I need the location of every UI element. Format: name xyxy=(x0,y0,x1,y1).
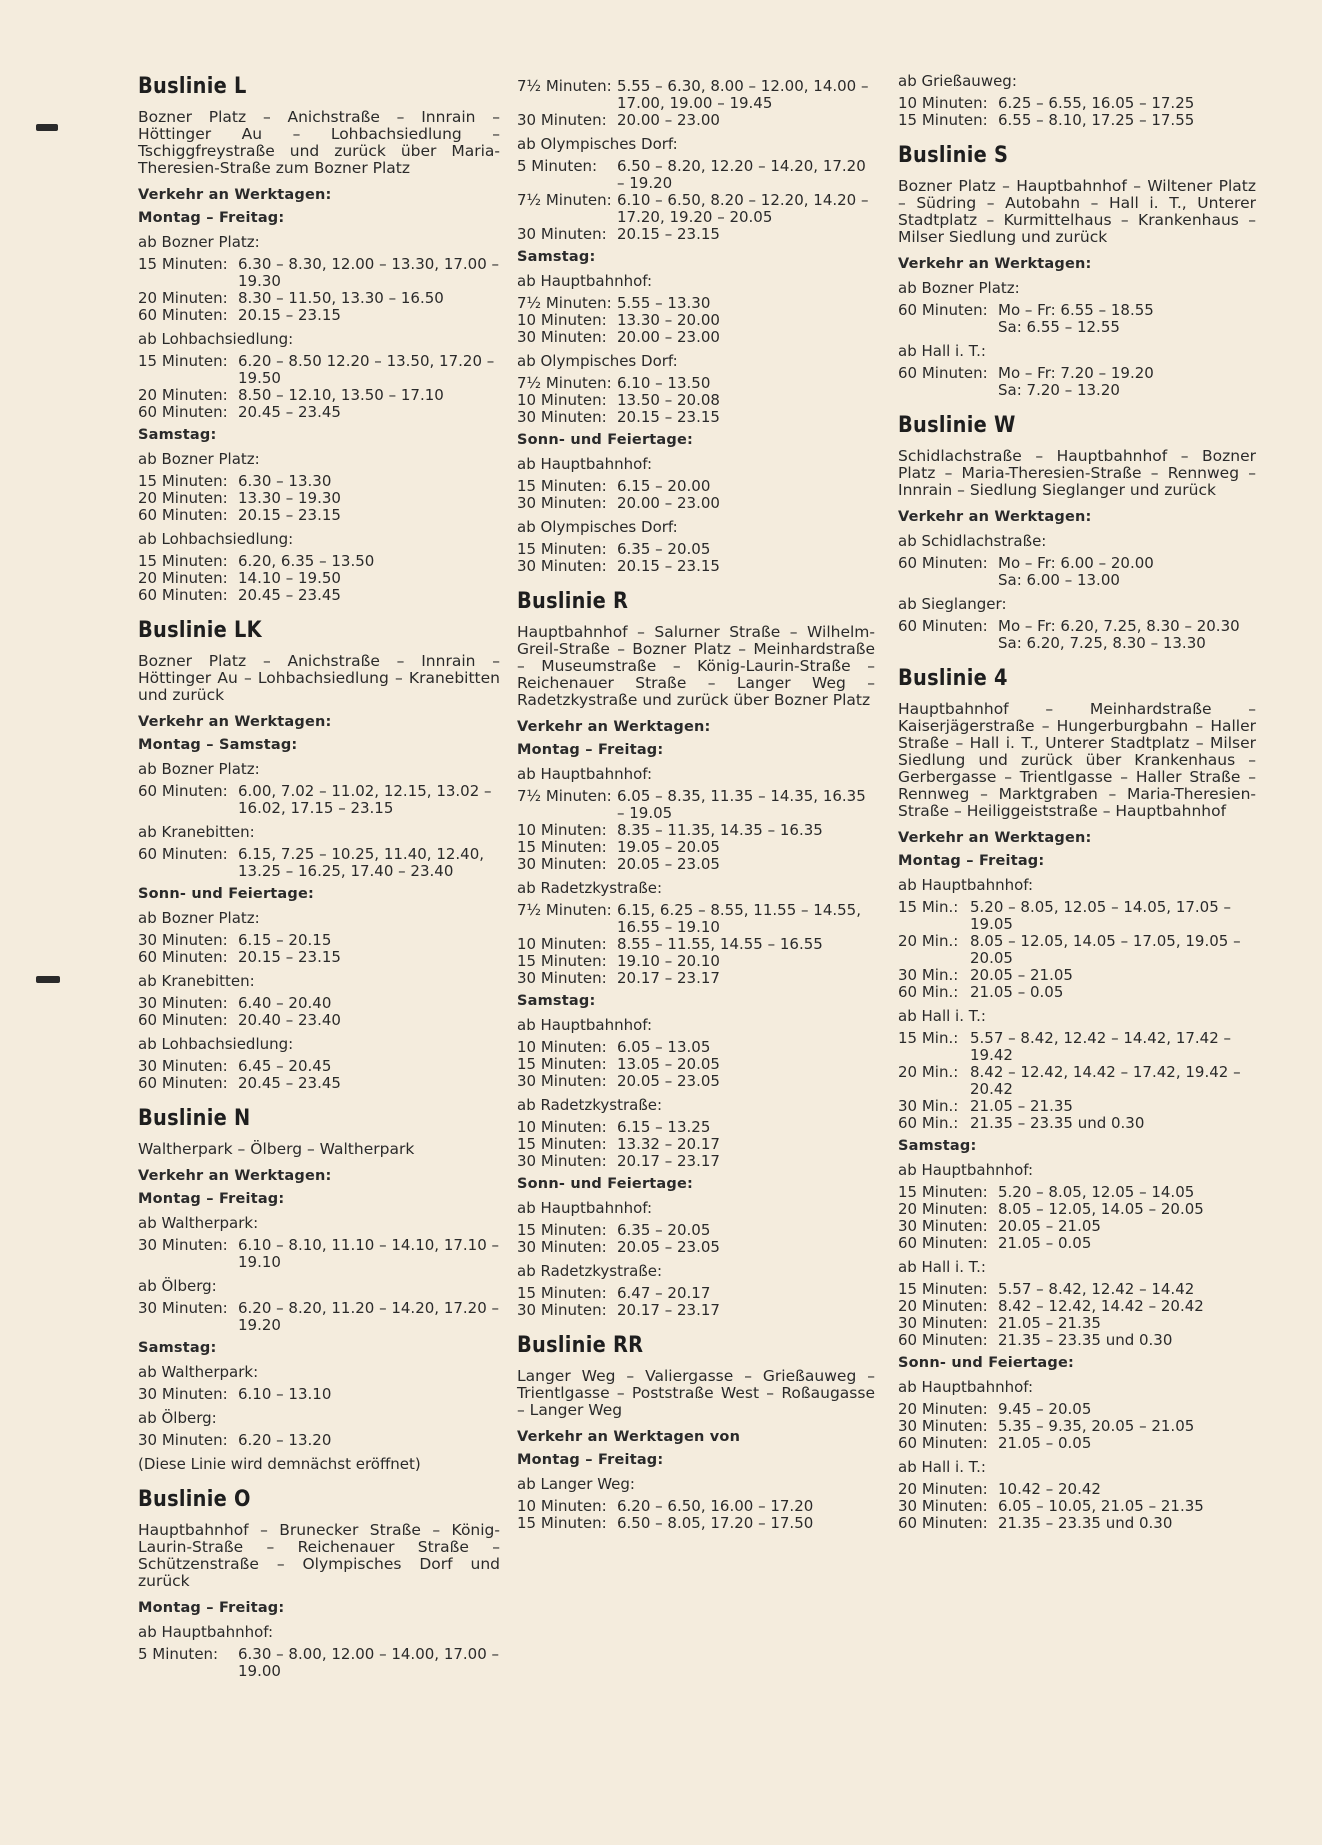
stop-label: ab Hauptbahnhof: xyxy=(517,455,653,473)
schedule-row: 7½ Minuten: 5.55 – 13.30 xyxy=(517,294,711,312)
schedule-row: 30 Minuten: 20.17 – 23.17 xyxy=(517,969,720,987)
schedule-row: 60 Minuten: 6.00, 7.02 – 11.02, 12.15, 13.02 – 16.02, 17.15 – 23.15 xyxy=(138,782,492,817)
stop-label: ab Bozner Platz: xyxy=(138,760,260,778)
schedule-row: 60 Minuten: 20.45 – 23.45 xyxy=(138,586,341,604)
stop-label: ab Lohbachsiedlung: xyxy=(138,1035,294,1053)
schedule-row: 7½ Minuten: 6.10 – 13.50 xyxy=(517,374,711,392)
schedule-row: 15 Minuten: 6.20 – 8.50 12.20 – 13.50, 17.20 – 19.50 xyxy=(138,352,495,387)
route-description: Hauptbahnhof – Brunecker Straße – König-Laurin-Straße – Reichenauer Straße – Schützenstraße – Olympisches Dorf und zurück xyxy=(138,1521,500,1590)
schedule-row: 20 Min.: 8.05 – 12.05, 14.05 – 17.05, 19.05 – 20.05 xyxy=(898,932,1241,967)
schedule-row: 30 Minuten: 6.20 – 8.20, 11.20 – 14.20, 17.20 – 19.20 xyxy=(138,1299,500,1334)
schedule-row: 60 Minuten: Mo – Fr: 6.20, 7.25, 8.30 – 20.30 xyxy=(898,617,1240,635)
column-1 xyxy=(138,72,500,1680)
schedule-row: 20 Minuten: 10.42 – 20.42 xyxy=(898,1480,1101,1498)
stop-label: ab Langer Weg: xyxy=(517,1475,635,1493)
footnote: (Diese Linie wird demnächst eröffnet) xyxy=(138,1455,421,1473)
stop-label: ab Radetzkystraße: xyxy=(517,1262,663,1280)
schedule-row: 20 Minuten: 8.30 – 11.50, 13.30 – 16.50 xyxy=(138,289,444,307)
day-heading: Montag – Samstag: xyxy=(138,737,298,753)
stop-label: ab Bozner Platz: xyxy=(138,909,260,927)
schedule-row: 30 Minuten: 6.40 – 20.40 xyxy=(138,994,332,1012)
schedule-row: 30 Minuten: 20.00 – 23.00 xyxy=(517,111,720,129)
day-heading: Sonn- und Feiertage: xyxy=(898,1355,1075,1371)
line-title: Buslinie N xyxy=(138,1106,251,1131)
schedule-row: 20 Minuten: 8.50 – 12.10, 13.50 – 17.10 xyxy=(138,386,444,404)
schedule-row: 30 Minuten: 20.05 – 21.05 xyxy=(898,1217,1101,1235)
schedule-row: 15 Minuten: 6.55 – 8.10, 17.25 – 17.55 xyxy=(898,111,1195,129)
schedule-row: 30 Minuten: 20.17 – 23.17 xyxy=(517,1152,720,1170)
schedule-row: 15 Minuten: 19.10 – 20.10 xyxy=(517,952,720,970)
schedule-row: 30 Minuten: 6.10 – 13.10 xyxy=(138,1385,332,1403)
day-heading: Montag – Freitag: xyxy=(517,1452,664,1468)
section-heading: Verkehr an Werktagen: xyxy=(517,719,711,735)
schedule-row: 10 Minuten: 6.15 – 13.25 xyxy=(517,1118,711,1136)
schedule-row: Sa: 6.55 – 12.55 xyxy=(998,318,1120,336)
stop-label: ab Grießauweg: xyxy=(898,72,1017,90)
punch-mark xyxy=(36,976,60,983)
schedule-row: 5 Minuten: 6.50 – 8.20, 12.20 – 14.20, 17.20 – 19.20 xyxy=(517,157,866,192)
line-title: Buslinie R xyxy=(517,589,629,614)
section-heading: Verkehr an Werktagen: xyxy=(138,1168,332,1184)
schedule-row: 30 Minuten: 20.05 – 23.05 xyxy=(517,1238,720,1256)
schedule-row: 60 Min.: 21.35 – 23.35 und 0.30 xyxy=(898,1114,1145,1132)
schedule-row: 60 Minuten: 21.35 – 23.35 und 0.30 xyxy=(898,1514,1173,1532)
route-description: Waltherpark – Ölberg – Waltherpark xyxy=(138,1140,415,1158)
route-description: Hauptbahnhof – Salurner Straße – Wilhelm-Greil-Straße – Bozner Platz – Meinhardstraße – Museumstraße – König-Laurin-Straße – Reichenauer Straße – Langer Weg – Radetzkystraße und zurück über Bozner Platz xyxy=(517,623,875,709)
stop-label: ab Kranebitten: xyxy=(138,972,255,990)
schedule-row: 30 Min.: 21.05 – 21.35 xyxy=(898,1097,1073,1115)
line-title: Buslinie S xyxy=(898,143,1009,168)
day-heading: Sonn- und Feiertage: xyxy=(517,1176,694,1192)
schedule-row: 60 Minuten: Mo – Fr: 6.00 – 20.00 xyxy=(898,554,1154,572)
day-heading: Samstag: xyxy=(138,1340,217,1356)
schedule-row: 20 Min.: 8.42 – 12.42, 14.42 – 17.42, 19.42 – 20.42 xyxy=(898,1063,1241,1098)
stop-label: ab Bozner Platz: xyxy=(138,450,260,468)
stop-label: ab Ölberg: xyxy=(138,1409,217,1427)
stop-label: ab Ölberg: xyxy=(138,1277,217,1295)
stop-label: ab Radetzkystraße: xyxy=(517,879,663,897)
stop-label: ab Hauptbahnhof: xyxy=(138,1623,274,1641)
day-heading: Montag – Freitag: xyxy=(138,1191,285,1207)
schedule-row: 30 Minuten: 5.35 – 9.35, 20.05 – 21.05 xyxy=(898,1417,1195,1435)
schedule-row: 15 Minuten: 19.05 – 20.05 xyxy=(517,838,720,856)
day-heading: Sonn- und Feiertage: xyxy=(517,432,694,448)
day-heading: Montag – Freitag: xyxy=(517,742,664,758)
line-title: Buslinie LK xyxy=(138,618,262,643)
schedule-row: 10 Minuten: 13.50 – 20.08 xyxy=(517,391,720,409)
schedule-row: 30 Minuten: 20.15 – 23.15 xyxy=(517,225,720,243)
route-description: Langer Weg – Valiergasse – Grießauweg – Trientlgasse – Poststraße West – Roßaugasse – Langer Weg xyxy=(517,1367,875,1419)
stop-label: ab Radetzkystraße: xyxy=(517,1096,663,1114)
column-2 xyxy=(517,78,875,1532)
schedule-row: 7½ Minuten: 6.05 – 8.35, 11.35 – 14.35, 16.35 – 19.05 xyxy=(517,787,866,822)
day-heading: Montag – Freitag: xyxy=(898,853,1045,869)
day-heading: Montag – Freitag: xyxy=(138,210,285,226)
schedule-row: 30 Minuten: 20.15 – 23.15 xyxy=(517,408,720,426)
schedule-row: 60 Minuten: 21.35 – 23.35 und 0.30 xyxy=(898,1331,1173,1349)
schedule-row: 15 Minuten: 6.15 – 20.00 xyxy=(517,477,711,495)
schedule-row: Sa: 6.00 – 13.00 xyxy=(998,571,1120,589)
stop-label: ab Sieglanger: xyxy=(898,595,1007,613)
schedule-row: 10 Minuten: 8.35 – 11.35, 14.35 – 16.35 xyxy=(517,821,823,839)
schedule-row: 15 Minuten: 5.57 – 8.42, 12.42 – 14.42 xyxy=(898,1280,1195,1298)
day-heading: Sonn- und Feiertage: xyxy=(138,886,315,902)
schedule-row: 60 Minuten: 20.15 – 23.15 xyxy=(138,948,341,966)
schedule-row: 60 Minuten: 20.15 – 23.15 xyxy=(138,306,341,324)
schedule-row: 30 Minuten: 20.00 – 23.00 xyxy=(517,494,720,512)
schedule-row: 60 Minuten: 6.15, 7.25 – 10.25, 11.40, 12.40, 13.25 – 16.25, 17.40 – 23.40 xyxy=(138,845,485,880)
stop-label: ab Hall i. T.: xyxy=(898,1458,986,1476)
schedule-row: 30 Minuten: 6.20 – 13.20 xyxy=(138,1431,332,1449)
schedule-row: 30 Minuten: 6.15 – 20.15 xyxy=(138,931,332,949)
stop-label: ab Olympisches Dorf: xyxy=(517,352,678,370)
schedule-row: 15 Min.: 5.57 – 8.42, 12.42 – 14.42, 17.42 – 19.42 xyxy=(898,1029,1232,1064)
column-3 xyxy=(898,72,1256,1532)
stop-label: ab Hall i. T.: xyxy=(898,1007,986,1025)
schedule-row: 20 Minuten: 13.30 – 19.30 xyxy=(138,489,341,507)
line-title: Buslinie O xyxy=(138,1487,251,1512)
route-description: Schidlachstraße – Hauptbahnhof – Bozner Platz – Maria-Theresien-Straße – Rennweg – Innrain – Siedlung Sieglanger und zurück xyxy=(898,447,1256,499)
schedule-row: 5 Minuten: 6.30 – 8.00, 12.00 – 14.00, 17.00 – 19.00 xyxy=(138,1645,500,1680)
schedule-row: 10 Minuten: 6.25 – 6.55, 16.05 – 17.25 xyxy=(898,94,1195,112)
line-title: Buslinie W xyxy=(898,413,1016,438)
schedule-row: 30 Minuten: 20.00 – 23.00 xyxy=(517,328,720,346)
schedule-row: 15 Minuten: 6.47 – 20.17 xyxy=(517,1284,711,1302)
section-heading: Verkehr an Werktagen: xyxy=(138,187,332,203)
schedule-row: 15 Minuten: 6.30 – 13.30 xyxy=(138,472,332,490)
schedule-row: 15 Minuten: 6.20, 6.35 – 13.50 xyxy=(138,552,375,570)
route-description: Bozner Platz – Anichstraße – Innrain – Höttinger Au – Lohbachsiedlung – Kranebitten und zurück xyxy=(138,652,500,704)
stop-label: ab Schidlachstraße: xyxy=(898,532,1047,550)
stop-label: ab Waltherpark: xyxy=(138,1363,259,1381)
schedule-row: 30 Minuten: 6.05 – 10.05, 21.05 – 21.35 xyxy=(898,1497,1204,1515)
stop-label: ab Hauptbahnhof: xyxy=(898,876,1034,894)
schedule-row: 30 Minuten: 20.17 – 23.17 xyxy=(517,1301,720,1319)
stop-label: ab Lohbachsiedlung: xyxy=(138,530,294,548)
schedule-row: 15 Minuten: 6.30 – 8.30, 12.00 – 13.30, 17.00 – 19.30 xyxy=(138,255,500,290)
stop-label: ab Kranebitten: xyxy=(138,823,255,841)
stop-label: ab Bozner Platz: xyxy=(138,233,260,251)
schedule-row: 30 Minuten: 6.45 – 20.45 xyxy=(138,1057,332,1075)
schedule-row: 60 Minuten: Mo – Fr: 7.20 – 19.20 xyxy=(898,364,1154,382)
schedule-row: 30 Minuten: 6.10 – 8.10, 11.10 – 14.10, 17.10 – 19.10 xyxy=(138,1236,500,1271)
schedule-row: Sa: 6.20, 7.25, 8.30 – 13.30 xyxy=(998,634,1206,652)
stop-label: ab Lohbachsiedlung: xyxy=(138,330,294,348)
schedule-row: 20 Minuten: 8.42 – 12.42, 14.42 – 20.42 xyxy=(898,1297,1204,1315)
schedule-row: 15 Min.: 5.20 – 8.05, 12.05 – 14.05, 17.05 – 19.05 xyxy=(898,898,1232,933)
schedule-row: 60 Minuten: 21.05 – 0.05 xyxy=(898,1434,1092,1452)
schedule-row: 7½ Minuten: 6.15, 6.25 – 8.55, 11.55 – 14.55, 16.55 – 19.10 xyxy=(517,901,861,936)
schedule-row: 10 Minuten: 6.20 – 6.50, 16.00 – 17.20 xyxy=(517,1497,814,1515)
schedule-row: 7½ Minuten: 6.10 – 6.50, 8.20 – 12.20, 14.20 – 17.20, 19.20 – 20.05 xyxy=(517,191,869,226)
stop-label: ab Hall i. T.: xyxy=(898,342,986,360)
punch-mark xyxy=(36,124,58,131)
schedule-row: 60 Minuten: 20.45 – 23.45 xyxy=(138,403,341,421)
schedule-row: 10 Minuten: 13.30 – 20.00 xyxy=(517,311,720,329)
stop-label: ab Hauptbahnhof: xyxy=(517,1016,653,1034)
day-heading: Samstag: xyxy=(517,993,596,1009)
stop-label: ab Hauptbahnhof: xyxy=(898,1378,1034,1396)
schedule-row: 60 Minuten: Mo – Fr: 6.55 – 18.55 xyxy=(898,301,1154,319)
schedule-row: 30 Min.: 20.05 – 21.05 xyxy=(898,966,1073,984)
schedule-row: 20 Minuten: 8.05 – 12.05, 14.05 – 20.05 xyxy=(898,1200,1204,1218)
section-heading: Verkehr an Werktagen von xyxy=(517,1429,741,1445)
schedule-row: Sa: 7.20 – 13.20 xyxy=(998,381,1120,399)
section-heading: Verkehr an Werktagen: xyxy=(898,830,1092,846)
line-title: Buslinie RR xyxy=(517,1333,644,1358)
schedule-row: 60 Minuten: 20.40 – 23.40 xyxy=(138,1011,341,1029)
route-description: Bozner Platz – Hauptbahnhof – Wiltener Platz – Südring – Autobahn – Hall i. T., Unterer Stadtplatz – Kurmittelhaus – Krankenhaus – Milser Siedlung und zurück xyxy=(898,177,1256,246)
stop-label: ab Hall i. T.: xyxy=(898,1258,986,1276)
schedule-row: 10 Minuten: 8.55 – 11.55, 14.55 – 16.55 xyxy=(517,935,823,953)
day-heading: Samstag: xyxy=(898,1138,977,1154)
route-description: Bozner Platz – Anichstraße – Innrain – Höttinger Au – Lohbachsiedlung – Tschiggfreystraße und zurück über Maria-Theresien-Straße zum Bozner Platz xyxy=(138,108,500,177)
line-title: Buslinie 4 xyxy=(898,666,1008,691)
schedule-row: 20 Minuten: 14.10 – 19.50 xyxy=(138,569,341,587)
schedule-row: 7½ Minuten: 5.55 – 6.30, 8.00 – 12.00, 14.00 – 17.00, 19.00 – 19.45 xyxy=(517,77,869,112)
schedule-row: 15 Minuten: 6.35 – 20.05 xyxy=(517,1221,711,1239)
line-title: Buslinie L xyxy=(138,74,247,99)
stop-label: ab Hauptbahnhof: xyxy=(517,765,653,783)
day-heading: Samstag: xyxy=(517,249,596,265)
stop-label: ab Hauptbahnhof: xyxy=(517,1199,653,1217)
day-heading: Samstag: xyxy=(138,427,217,443)
schedule-row: 15 Minuten: 5.20 – 8.05, 12.05 – 14.05 xyxy=(898,1183,1195,1201)
stop-label: ab Waltherpark: xyxy=(138,1214,259,1232)
section-heading: Verkehr an Werktagen: xyxy=(138,714,332,730)
schedule-row: 30 Minuten: 20.05 – 23.05 xyxy=(517,1072,720,1090)
schedule-row: 10 Minuten: 6.05 – 13.05 xyxy=(517,1038,711,1056)
schedule-row: 15 Minuten: 13.05 – 20.05 xyxy=(517,1055,720,1073)
day-heading: Montag – Freitag: xyxy=(138,1600,285,1616)
stop-label: ab Hauptbahnhof: xyxy=(517,272,653,290)
stop-label: ab Olympisches Dorf: xyxy=(517,135,678,153)
section-heading: Verkehr an Werktagen: xyxy=(898,256,1092,272)
schedule-row: 30 Minuten: 20.05 – 23.05 xyxy=(517,855,720,873)
stop-label: ab Olympisches Dorf: xyxy=(517,518,678,536)
schedule-row: 15 Minuten: 13.32 – 20.17 xyxy=(517,1135,720,1153)
schedule-row: 60 Min.: 21.05 – 0.05 xyxy=(898,983,1064,1001)
section-heading: Verkehr an Werktagen: xyxy=(898,509,1092,525)
schedule-row: 20 Minuten: 9.45 – 20.05 xyxy=(898,1400,1092,1418)
schedule-row: 15 Minuten: 6.35 – 20.05 xyxy=(517,540,711,558)
schedule-row: 15 Minuten: 6.50 – 8.05, 17.20 – 17.50 xyxy=(517,1514,814,1532)
schedule-row: 60 Minuten: 20.15 – 23.15 xyxy=(138,506,341,524)
schedule-row: 60 Minuten: 20.45 – 23.45 xyxy=(138,1074,341,1092)
route-description: Hauptbahnhof – Meinhardstraße – Kaiserjägerstraße – Hungerburgbahn – Haller Straße – Hall i. T., Unterer Stadtplatz – Milser Siedlung und zurück über Krankenhaus – Gerbergasse – Trientlgasse – Haller Straße – Rennweg – Marktgraben – Maria-Theresien-Straße – Heiliggeiststraße – Hauptbahnhof xyxy=(898,700,1256,820)
schedule-row: 30 Minuten: 20.15 – 23.15 xyxy=(517,557,720,575)
schedule-row: 60 Minuten: 21.05 – 0.05 xyxy=(898,1234,1092,1252)
schedule-row: 30 Minuten: 21.05 – 21.35 xyxy=(898,1314,1101,1332)
stop-label: ab Hauptbahnhof: xyxy=(898,1161,1034,1179)
stop-label: ab Bozner Platz: xyxy=(898,279,1020,297)
